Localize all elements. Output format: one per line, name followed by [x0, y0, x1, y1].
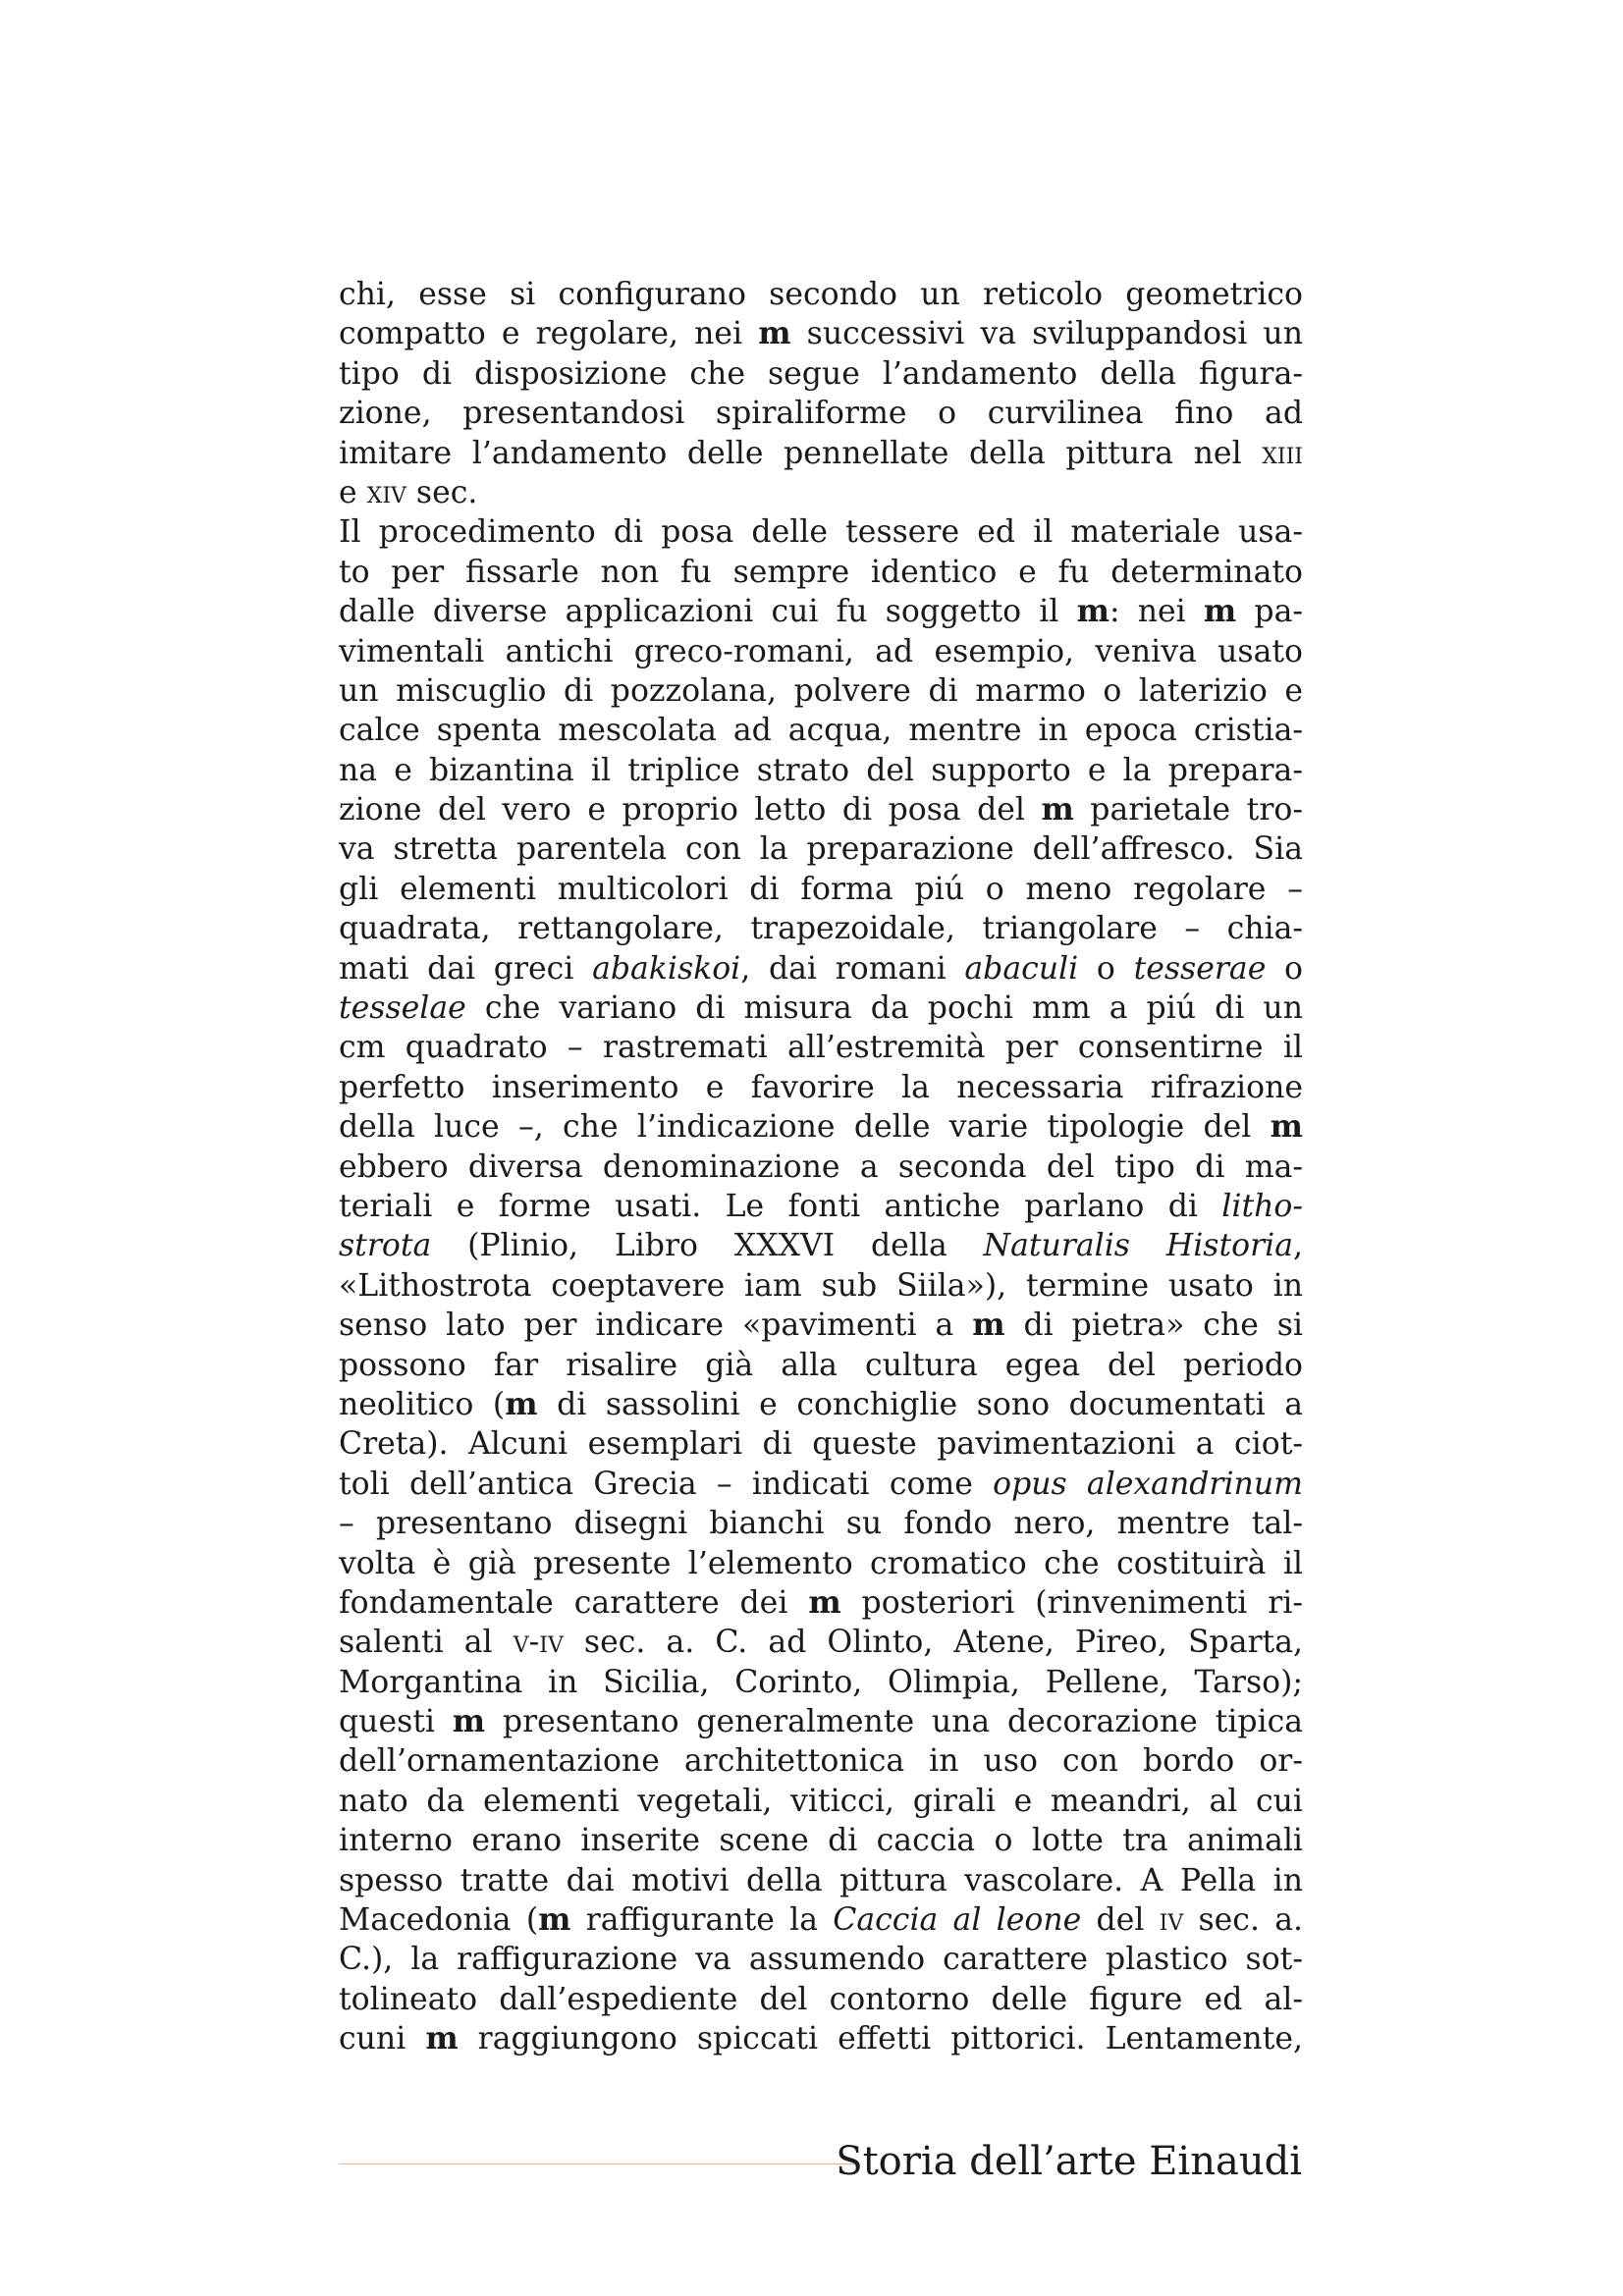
text-run: nato da elementi vegetali, viticci, girali e meandri, al cui — [339, 1783, 1303, 1819]
text-run: volta è già presente l’elemento cromatico che costituirà il — [339, 1545, 1303, 1581]
text-run: questi — [339, 1704, 453, 1740]
text-run: fondamentale carattere dei — [339, 1584, 809, 1621]
text-run: o — [1266, 950, 1304, 987]
roman-numeral: xiii — [1262, 435, 1303, 471]
text-run: pa- — [1236, 594, 1303, 630]
text-run: Morgantina in Sicilia, Corinto, Olimpia, Pellene, Tarso); — [339, 1664, 1303, 1700]
text-line — [339, 1544, 1303, 1583]
text-run: possono far risalire già alla cultura egea del periodo — [339, 1347, 1303, 1383]
italic-term: opus alexandrinum — [993, 1466, 1303, 1502]
text-run: raffigurante la — [570, 1902, 834, 1939]
text-line — [339, 790, 1303, 829]
text-run: Macedonia ( — [339, 1902, 539, 1939]
text-run: , — [1293, 1228, 1304, 1264]
text-line — [339, 711, 1303, 750]
italic-term: strota — [339, 1228, 432, 1264]
term-abbreviation: m — [452, 1703, 486, 1740]
text-run: presentano generalmente una decorazione tipica — [485, 1704, 1303, 1740]
text-run: e — [339, 474, 367, 510]
text-run: imitare l’andamento delle pennellate della pittura nel — [339, 435, 1263, 471]
text-run: zione del vero e proprio letto di posa del — [339, 792, 1042, 828]
text-run: C.), la raffigurazione va assumendo carattere plastico sot- — [339, 1942, 1303, 1978]
text-run: (Plinio, Libro XXXVI della — [431, 1228, 984, 1264]
term-abbreviation: m — [425, 2020, 459, 2057]
text-line — [339, 1148, 1303, 1187]
text-line — [339, 394, 1303, 433]
text-line — [339, 1465, 1303, 1504]
text-run: sec. — [406, 474, 478, 510]
text-line — [339, 1663, 1303, 1702]
text-run: cuni — [339, 2021, 426, 2057]
text-run: to per fissarle non fu sempre identico e fu determinato — [339, 554, 1303, 590]
text-run: o — [1078, 950, 1134, 987]
text-line — [339, 1187, 1303, 1226]
text-line — [339, 829, 1303, 869]
text-line — [339, 1623, 1303, 1662]
text-run: teriali e forme usati. Le fonti antiche parlano di — [339, 1188, 1222, 1224]
italic-term: tesserae — [1133, 950, 1267, 987]
text-line — [339, 553, 1303, 592]
italic-term: Naturalis Historia — [983, 1228, 1293, 1264]
italic-term: abaculi — [964, 950, 1079, 987]
term-abbreviation: m — [972, 1307, 1005, 1344]
text-run: neolitico ( — [339, 1386, 506, 1422]
text-line — [339, 671, 1303, 711]
text-run: quadrata, rettangolare, trapezoidale, triangolare – chia- — [339, 911, 1303, 947]
text-run: ebbero diversa denominazione a seconda del tipo di ma- — [339, 1148, 1303, 1185]
text-line — [339, 275, 1303, 314]
term-abbreviation: m — [538, 1901, 571, 1939]
text-line — [339, 434, 1303, 473]
text-run: della luce –, che l’indicazione delle varie tipologie del — [339, 1109, 1271, 1146]
text-line — [339, 1940, 1303, 1979]
text-line — [339, 1741, 1303, 1781]
term-abbreviation: m — [808, 1583, 841, 1621]
text-run: dalle diverse applicazioni cui fu soggetto il — [339, 594, 1077, 630]
term-abbreviation: m — [1270, 1108, 1303, 1146]
italic-term: abakiskoi — [592, 950, 741, 987]
text-run: vimentali antichi greco-romani, ad esempio, veniva usato — [339, 633, 1303, 669]
text-line — [339, 1583, 1303, 1623]
roman-numeral: v — [513, 1625, 529, 1661]
text-run: compatto e regolare, nei — [339, 316, 759, 352]
text-run: Creta). Alcuni esemplari di queste pavimentazioni a ciot- — [339, 1426, 1303, 1463]
text-run: Il procedimento di posa delle tessere ed il materiale usa- — [339, 514, 1303, 551]
text-run: del — [1081, 1902, 1160, 1939]
text-run: «Lithostrota coeptavere iam sub Siila»), termine usato in — [339, 1267, 1303, 1304]
text-run: – presentano disegni bianchi su fondo nero, mentre tal- — [339, 1506, 1303, 1542]
text-line — [339, 1266, 1303, 1306]
text-run: dell’ornamentazione architettonica in uso con bordo or- — [339, 1743, 1303, 1780]
text-run: gli elementi multicolori di forma piú o meno regolare – — [339, 871, 1303, 907]
text-line — [339, 1306, 1303, 1345]
text-run: che variano di misura da pochi mm a piú di un — [465, 990, 1303, 1027]
text-line — [339, 1861, 1303, 1900]
text-run: tipo di disposizione che segue l’andamento della figura- — [339, 355, 1303, 392]
text-run: spesso tratte dai motivi della pittura vascolare. A Pella in — [339, 1862, 1303, 1898]
text-run: interno erano inserite scene di caccia o lotte tra animali — [339, 1823, 1303, 1859]
text-run: cm quadrato – rastremati all’estremità per consentirne il — [339, 1030, 1303, 1066]
text-run: senso lato per indicare «pavimenti a — [339, 1308, 973, 1344]
text-run: na e bizantina il triplice strato del supporto e la prepara- — [339, 752, 1303, 788]
text-line — [339, 1385, 1303, 1424]
italic-term: litho- — [1221, 1188, 1303, 1224]
term-abbreviation: m — [1041, 791, 1074, 828]
text-line — [339, 2019, 1303, 2058]
text-line — [339, 592, 1303, 631]
text-line — [339, 354, 1303, 394]
text-run: posteriori (rinvenimenti ri- — [840, 1584, 1303, 1621]
text-line — [339, 1226, 1303, 1265]
text-run: parietale tro- — [1073, 792, 1303, 828]
text-run: sec. a. — [1183, 1902, 1304, 1939]
text-line — [339, 314, 1303, 353]
footer-title: Storia dell’arte Einaudi — [836, 2139, 1302, 2184]
text-line — [339, 949, 1303, 988]
term-abbreviation: m — [505, 1385, 538, 1422]
text-run: va stretta parentela con la preparazione dell’affresco. Sia — [339, 831, 1303, 868]
text-run: zione, presentandosi spiraliforme o curvilinea fino ad — [339, 396, 1303, 432]
text-line — [339, 1346, 1303, 1385]
text-line — [339, 1900, 1303, 1940]
text-line — [339, 751, 1303, 790]
term-abbreviation: m — [1203, 593, 1237, 630]
italic-term: Caccia al leone — [833, 1902, 1082, 1939]
body-text — [339, 275, 1303, 2059]
italic-term: tesselae — [339, 990, 466, 1027]
text-line — [339, 1782, 1303, 1821]
roman-numeral: xiv — [366, 474, 406, 510]
text-line — [339, 1028, 1303, 1067]
text-line — [339, 473, 1303, 512]
text-line — [339, 988, 1303, 1028]
text-run: - — [528, 1625, 540, 1661]
text-run: perfetto inserimento e favorire la necessaria rifrazione — [339, 1069, 1303, 1105]
text-run: di sassolini e conchiglie sono documentati a — [537, 1386, 1304, 1422]
roman-numeral: iv — [539, 1625, 564, 1661]
text-run: tolineato dall’espediente del contorno delle figure ed al- — [339, 1981, 1303, 2017]
term-abbreviation: m — [758, 315, 791, 352]
text-run: successivi va sviluppandosi un — [790, 316, 1303, 352]
text-run: salenti al — [339, 1625, 514, 1661]
text-line — [339, 1821, 1303, 1860]
text-line — [339, 909, 1303, 948]
text-run: mati dai greci — [339, 950, 593, 987]
term-abbreviation: m — [1076, 593, 1109, 630]
text-run: calce spenta mescolata ad acqua, mentre in epoca cristia- — [339, 713, 1303, 749]
text-run: : nei — [1109, 594, 1204, 630]
text-run: raggiungono spiccati effetti pittorici. Lentamente, — [458, 2021, 1303, 2057]
text-run: di pietra» che si — [1004, 1308, 1303, 1344]
text-line — [339, 1702, 1303, 1741]
text-run: toli dell’antica Grecia – indicati come — [339, 1466, 994, 1502]
text-run: sec. a. C. ad Olinto, Atene, Pireo, Sparta, — [563, 1625, 1303, 1661]
text-line — [339, 1504, 1303, 1543]
text-run: , dai romani — [740, 950, 965, 987]
text-line — [339, 1107, 1303, 1147]
text-run: un miscuglio di pozzolana, polvere di marmo o laterizio e — [339, 672, 1303, 709]
text-line — [339, 632, 1303, 671]
footer-rule — [339, 2163, 859, 2164]
text-line — [339, 512, 1303, 552]
text-run: chi, esse si configurano secondo un reticolo geometrico — [339, 277, 1303, 312]
roman-numeral: iv — [1159, 1902, 1184, 1939]
text-line — [339, 1068, 1303, 1107]
text-line — [339, 1424, 1303, 1464]
text-line — [339, 870, 1303, 909]
text-line — [339, 1980, 1303, 2019]
